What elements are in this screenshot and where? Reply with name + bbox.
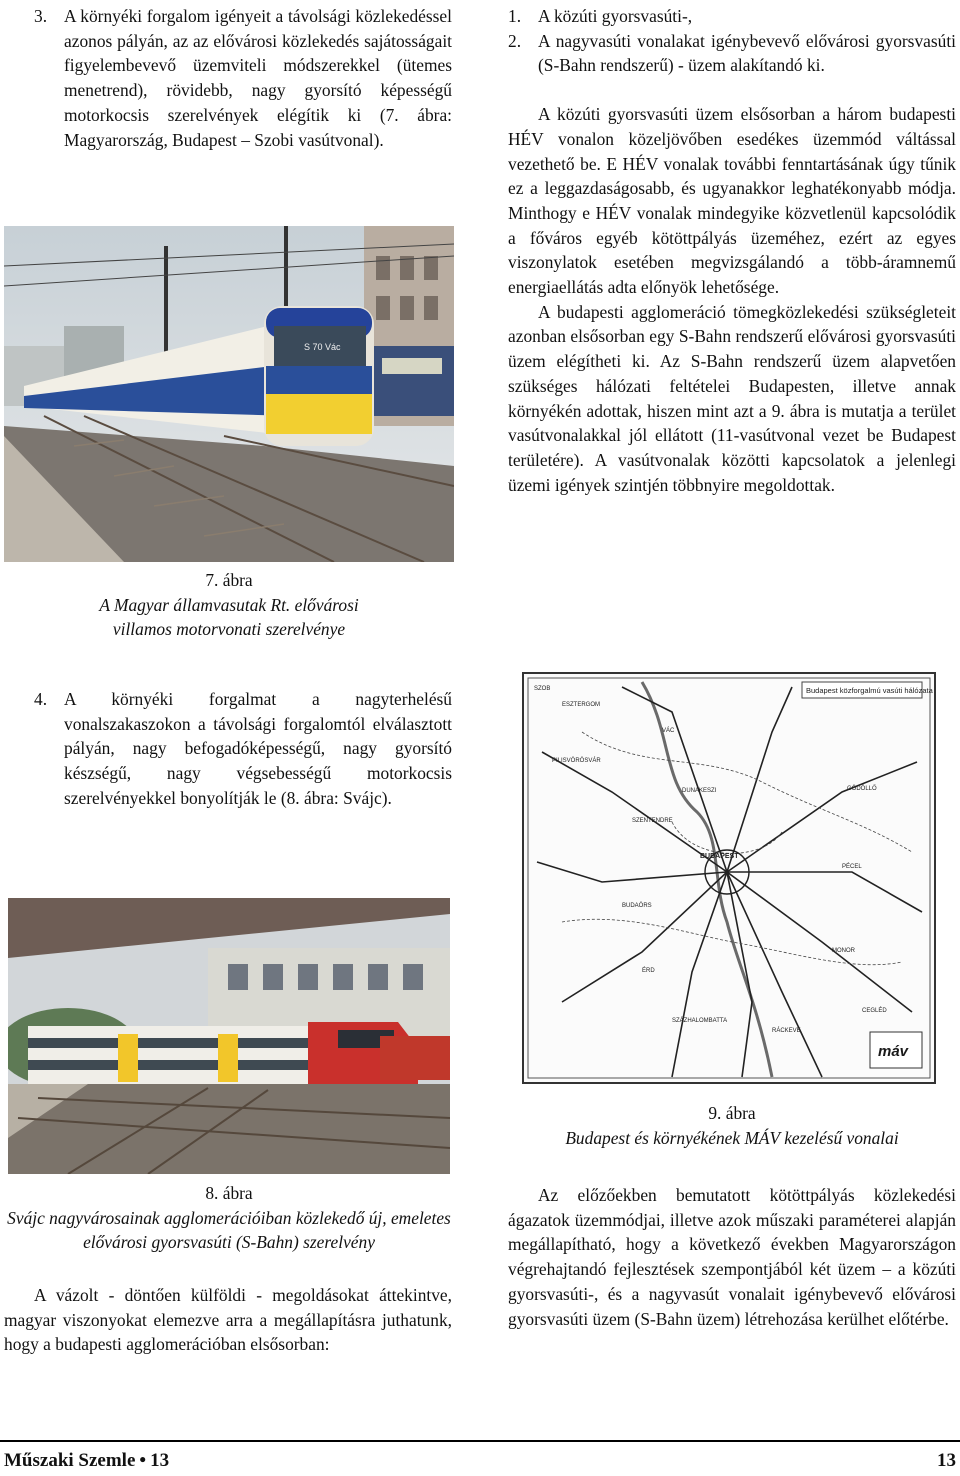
page-footer <box>0 1440 960 1476</box>
paragraph-hev: A közúti gyorsvasúti üzem elsősorban a három budapesti HÉV vonalon közeljövőben esedékes üzemmód váltással vezethető be. E HÉV vonalak további fenntartásának úgy tűnik ez a leggazdaságosabb, és ugyanakkor leghatékonyabb módja. Minthogy e HÉV vonalak mindegyike közvetlenül kapcsolódik a főváros egyéb kötöttpályás üzeméhez, ezért az egyes viszonylatok esetében megvizsgálandó a több-áramnemű energiaellátás adta előnyök lehetősége. <box>508 104 956 298</box>
figure-8-caption <box>4 1181 454 1255</box>
list-text: A nagyvasúti vonalakat igénybevevő elővárosi gyorsvasúti (S-Bahn rendszerű) - üzem alakítandó ki. <box>538 30 956 76</box>
map-label: ÉRD <box>642 968 655 974</box>
figure-9-caption <box>508 1101 956 1150</box>
list-text: A közúti gyorsvasúti-, <box>538 6 693 26</box>
list-number: 4. <box>34 689 48 709</box>
list-item-2 <box>508 29 956 78</box>
figure-8-photo <box>8 898 450 1174</box>
list-number: 3. <box>34 6 48 26</box>
figure-title: Budapest és környékének MÁV kezelésű vonalai <box>565 1127 899 1148</box>
paragraph-text: A vázolt - döntően külföldi - megoldásokat áttekintve, magyar viszonyokat elemezve arra a megállapításra juthatunk, hogy a budapesti agglomerációban elsősorban: <box>4 1285 452 1355</box>
list-item-4 <box>34 687 452 811</box>
bullet-icon: • <box>139 1450 147 1471</box>
map-label: SZENTENDRE <box>632 818 673 824</box>
map-label: DUNAKESZI <box>682 788 717 794</box>
page-number: 13 <box>937 1450 956 1471</box>
map-label: CEGLÉD <box>862 1008 887 1014</box>
footer-issue-number: 13 <box>150 1450 170 1471</box>
map-label: BUDAÖRS <box>622 903 652 909</box>
paragraph-sbahn: A budapesti agglomeráció tömegközlekedési szükségleteit azonban elsősorban egy S-Bahn rendszerű elővárosi gyorsvasúti üzem elégítheti ki. Az S-Bahn rendszerű üzem alapvetően szükséges hálózati feltételei Budapesten, illetve annak környékén adottak, hiszen mint azt a 9. ábra is mutatja a terület vasútvonalakkal jól ellátott (11-vasútvonal vezet be Budapest területére). A vasútvonalak közötti kapcsolatok a jelenlegi üzemi igények szintjén többnyire megoldottak. <box>508 301 956 495</box>
list-item-3 <box>34 4 452 152</box>
journal-name <box>4 1450 169 1472</box>
figure-number: 7. ábra <box>205 570 253 590</box>
paragraph-conclusion-intro <box>4 1283 452 1357</box>
figure-9-map <box>522 672 936 1084</box>
train-destination-board: S 70 Vác <box>304 342 341 352</box>
map-label: PÉCEL <box>842 864 862 870</box>
footer-journal-title: Műszaki Szemle <box>4 1450 136 1471</box>
mav-logo: máv <box>878 1043 909 1060</box>
map-label: BUDAPEST <box>700 853 739 860</box>
map-label: SZOB <box>534 686 551 692</box>
paragraph-summary <box>508 1183 956 1331</box>
list-text: A környéki forgalmat a nagyterhelésű vonalszakaszokon a távolsági forgalomtól elválasztott pályán, nagy befogadóképességű, nagy gyorsító készségű, nagy végsebességű motorkocsis szerelvényekkel bonyolítják le (8. ábra: Svájc). <box>64 689 452 808</box>
list-item-1 <box>508 4 956 29</box>
map-label: MONOR <box>832 948 855 954</box>
paragraph-text: Az előzőekben bemutatott kötöttpályás közlekedési ágazatok üzemmódjai, illetve azok műszaki paraméterei alapján megállapítható, hogy a következő években Magyarországon végrehajtandó fejlesztések szempontjából két üzem – a közúti gyorsvasúti-, és a nagyvasút vonalait igénybevevő elővárosi gyorsvasúti üzem (S-Bahn üzem) létrehozása kerülhet előtérbe. <box>508 1185 956 1329</box>
map-label: PILISVÖRÖSVÁR <box>552 758 601 764</box>
map-label: RÁCKEVE <box>772 1028 801 1034</box>
figure-number: 8. ábra <box>205 1183 253 1203</box>
map-label: ESZTERGOM <box>562 702 601 708</box>
map-label: SZÁZHALOMBATTA <box>672 1018 728 1024</box>
figure-number: 9. ábra <box>708 1103 756 1123</box>
map-label: GÖDÖLLŐ <box>847 786 877 792</box>
map-label: VÁC <box>662 728 675 734</box>
list-number: 1. <box>508 6 522 26</box>
list-number: 2. <box>508 30 522 51</box>
figure-title: Svájc nagyvárosainak agglomerációiban közlekedő új, emeletes elővárosi gyorsvasúti (S-Bahn) szerelvény <box>7 1207 451 1253</box>
figure-title: A Magyar államvasutak Rt. elővárosi villamos motorvonati szerelvénye <box>99 594 359 640</box>
figure-7-photo <box>4 226 454 562</box>
list-text: A környéki forgalom igényeit a távolsági közlekedéssel azonos pályán, az az elővárosi közlekedés sajátosságait figyelembevevő üzemviteli módszerekkel (ütemes menetrend), rövidebb, nagy gyorsító képességű motorkocsis szerelvények elégítik ki (7. ábra: Magyarország, Budapest – Szobi vasútvonal). <box>64 6 452 150</box>
figure-7-caption <box>4 568 454 642</box>
right-column-text <box>508 4 956 497</box>
map-title: Budapest közforgalmú vasúti hálózata <box>806 686 933 695</box>
